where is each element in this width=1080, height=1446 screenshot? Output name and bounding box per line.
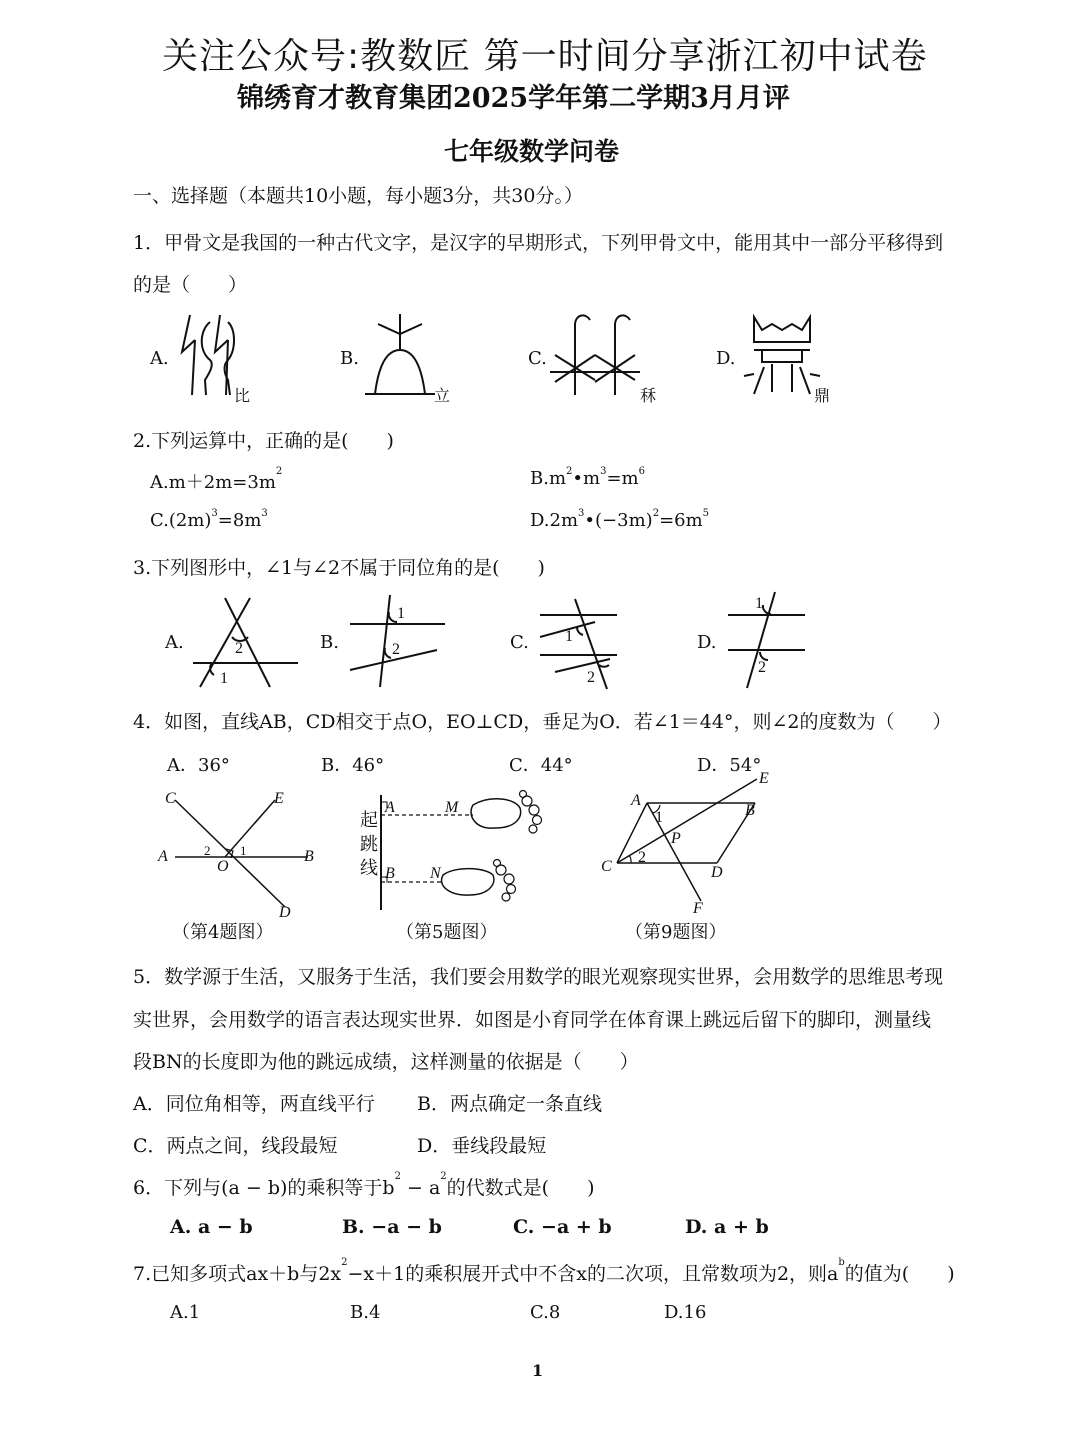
q3a-angle-2: 2 [235,640,243,657]
fig5-side-char-2: 跳 [360,834,378,855]
oracle-glyph-ding [742,312,822,402]
q3b-angle-2: 2 [392,641,400,658]
q6-option-b: B. −a − b [342,1216,442,1238]
fig5-label-n: N [430,865,441,882]
fig9-label-c: C [601,858,612,875]
q3d-angle-2: 2 [758,659,766,676]
q5-option-c: C．两点之间，线段最短 [133,1135,338,1157]
fig4-label-c: C [165,790,176,807]
fig4-label-b: B [304,848,314,865]
fig4-label-o: O [217,858,229,875]
q6-stem: 6．下列与(a − b)的乘积等于$b^2 - a^2$的代数式是( ) [133,1171,595,1199]
oracle-char-bi: 比 [234,386,251,405]
figure-5 [375,790,555,915]
q4-option-d: D．54° [697,755,762,776]
q2-option-c: $C.(2m)^3=8m^3$ [150,508,268,531]
figure-5-caption: （第5题图） [396,922,498,943]
q7-option-c: C.8 [530,1302,561,1323]
oracle-char-li: 立 [434,386,451,405]
fig9-label-e: E [759,770,769,787]
q1-option-d: D. [716,348,736,369]
q3-option-c: C. [510,632,529,653]
figure-4-caption: （第4题图） [172,922,274,943]
fig4-label-e: E [274,790,284,807]
fig9-label-f: F [693,900,703,917]
fig5-side-char-1: 起 [360,810,378,831]
q7-option-d: D.16 [664,1302,707,1323]
q4-option-b: B．46° [321,755,385,776]
q6-option-c: C. −a + b [513,1216,612,1238]
section-heading: 一、选择题（本题共10小题，每小题3分，共30分。） [133,185,583,207]
q2-stem: 2.下列运算中，正确的是( ) [133,430,394,452]
q1-option-b: B. [340,348,359,369]
figure-9 [595,765,795,920]
q6-option-d: D. a + b [685,1216,769,1238]
q4-option-c: C．44° [509,755,573,776]
q3b-angle-1: 1 [397,605,405,622]
fig9-label-p: P [671,830,681,847]
q5-line3: 段BN的长度即为他的跳远成绩，这样测量的依据是（ ） [133,1051,639,1073]
q2-option-a: $A.m+2m=3m^2$ [150,466,283,493]
q1-option-a: A. [150,348,169,369]
fig9-label-d: D [711,864,723,881]
q5-line2: 实世界，会用数学的语言表达现实世界．如图是小育同学在体育课上跳远后留下的脚印，测量线 [133,1009,932,1031]
q1-option-c: C. [528,348,547,369]
fig5-side-char-3: 线 [360,858,378,879]
oracle-char-ding: 鼎 [814,386,831,405]
fig4-label-a: A [158,848,168,865]
q3-option-d: D. [697,632,717,653]
q3c-angle-2: 2 [587,669,595,686]
oracle-glyph-li2 [545,310,645,402]
q4-option-a: A．36° [167,755,230,776]
q1-stem-line2: 的是（ ） [133,274,248,296]
q3-option-a: A. [165,632,184,653]
fig4-angle-1: 1 [240,843,247,858]
q4-stem: 4．如图，直线AB，CD相交于点O，EO⊥CD，垂足为O．若∠1＝44°，则∠2的度数为（ ） [133,711,952,733]
q3-option-b: B. [320,632,339,653]
figure-9-caption: （第9题图） [625,922,727,943]
fig9-label-b: B [745,802,755,819]
q3-figure-a [190,595,300,690]
q5-line1: 5．数学源于生活，又服务于生活，我们要会用数学的眼光观察现实世界，会用数学的思维思考现 [133,966,944,988]
header-notice: 关注公众号:教数匠 第一时间分享浙江初中试卷 [162,36,928,77]
q2-option-d: $D.2m^3•(-3m)^2=6m^5$ [530,508,710,531]
fig9-angle-1: 1 [655,809,663,826]
q3-figure-b [345,592,445,692]
figure-4 [150,785,330,920]
q7-option-b: B.4 [350,1302,381,1323]
fig5-label-b: B [385,865,395,882]
q1-stem-line1: 1．甲骨文是我国的一种古代文字，是汉字的早期形式，下列甲骨文中，能用其中一部分平移得到 [133,232,944,254]
fig4-angle-2: 2 [204,843,211,858]
q5-option-a: A．同位角相等，两直线平行 [133,1093,375,1115]
fig4-label-d: D [279,904,291,921]
q5-option-d: D．垂线段最短 [417,1135,547,1157]
paper-title: 七年级数学问卷 [444,137,620,166]
q2-option-b: $B.m^2•m^3=m^6$ [530,466,645,489]
exam-title: 锦绣育才教育集团2025学年第二学期3月月评 [237,83,790,114]
q7-option-a: A.1 [170,1302,201,1323]
q3-figure-d [725,590,815,690]
q6-option-a: A. a − b [170,1216,253,1238]
q3a-angle-1: 1 [220,670,228,687]
q3c-angle-1: 1 [565,628,573,645]
q3-stem: 3.下列图形中，∠1与∠2不属于同位角的是( ) [133,557,545,579]
page-number: 1 [532,1361,544,1380]
fig5-label-a: A [385,799,395,816]
q7-stem: 7.已知多项式ax＋b与$2x^2-x+1$的乘积展开式中不含x的二次项，且常数项为2，则$a^b$的值为( ) [133,1257,955,1285]
fig5-label-m: M [445,799,459,816]
fig9-label-a: A [631,792,641,809]
q3d-angle-1: 1 [755,595,763,612]
q5-option-b: B．两点确定一条直线 [417,1093,602,1115]
fig9-angle-2: 2 [638,849,646,866]
q3-figure-c [535,597,635,689]
oracle-char-li2: 秝 [640,386,657,405]
